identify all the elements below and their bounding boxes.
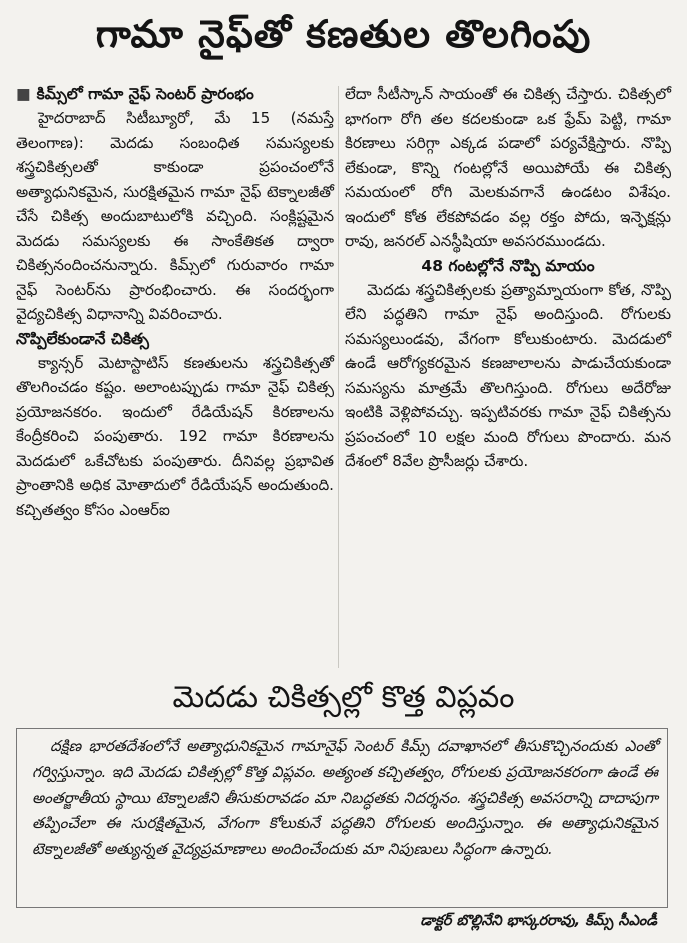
- second-headline: మెదడు చికిత్సల్లో కొత్త విప్లవం: [172, 680, 515, 715]
- quote-text: దక్షిణ భారతదేశంలోనే అత్యాధునికమైన గామానైఫ్ సెంటర్ కిమ్స్ దవాఖానలో తీసుకొచ్చినందుకు ఎంతో గర్విస్తున్నాం. ఇది మెదడు చికిత్సల్లో కొత్త విప్లవం. అత్యంత కచ్చితత్వం, రోగులకు ప్రయోజనకరంగా ఉండే ఈ అంతర్జాతీయ స్థాయి టెక్నాలజీని తీసుకురావడం మా నిబద్ధతకు నిదర్శనం. శస్త్రచికిత్స అవసరాన్ని దాదాపుగా తప్పించేలా ఈ సురక్షితమైన, వేగంగా కోలుకునే పద్ధతిని రోగులకు అందిస్తున్నాం. ఈ అత్యాధునికమైన టెక్నాలజీతో అత్యున్నత వైద్యప్రమాణాలు అందించేందుకు మా నిపుణులు సిద్ధంగా ఉన్నారు.: [32, 737, 658, 859]
- right-column: [345, 82, 671, 474]
- article-headline: గామా నైఫ్‌తో కణతుల తొలగింపు: [95, 12, 592, 56]
- right-subheading: 48 గంటల్లోనే నొప్పి మాయం: [421, 256, 595, 275]
- column-divider: [338, 86, 339, 668]
- right-body-paragraph: మెదడు శస్త్రచికిత్సలకు ప్రత్యామ్నాయంగా కోత, నొప్పి లేని పద్ధతిని గామా నైఫ్ అందిస్తుంది. రోగులకు సమస్యలుండవు, వేగంగా కోలుకుంటారు. మెదడులో ఉండే ఆరోగ్యకరమైన కణజాలాలను పాడుచేయకుండా సమస్యను మాత్రమే తొలగిస్తుంది. రోగులు అదేరోజు ఇంటికి వెళ్లిపోవచ్చు. ఇప్పటివరకు గామా నైఫ్ చికిత్సను ప్రపంచంలో 10 లక్షల మంది రోగులు పొందారు. మన దేశంలో 8వేల ప్రొసీజర్లు చేశారు.: [345, 280, 671, 470]
- right-continuation-paragraph: లేదా సీటీస్కాన్ సాయంతో ఈ చికిత్స చేస్తారు. చికిత్సలో భాగంగా రోగి తల కదలకుండా ఒక ఫ్రేమ్ పెట్టి, గామా కిరణాలు సరిగ్గా ఎక్కడ పడాలో పర్యవేక్షిస్తారు. నొప్పి లేకుండా, కొన్ని గంటల్లోనే అయిపోయే ఈ చికిత్స సమయంలో రోగి మెలకువగానే ఉండటం విశేషం. ఇందులో కోత లేకపోవడం వల్ల రక్తం పోదు, ఇన్ఫెక్షన్లు రావు, జనరల్ ఎనస్థీషియా అవసరముండదు.: [345, 85, 671, 250]
- intro-paragraph: హైదరాబాద్ సిటీబ్యూరో, మే 15 (నమస్తే తెలంగాణ): మెదడు సంబంధిత సమస్యలకు శస్త్రచికిత్సలతో కాకుండా ప్రపంచంలోనే అత్యాధునికమైన, సురక్షితమైన గామా నైఫ్ టెక్నాలజీతో చేసే చికిత్స అందుబాటులోకి వచ్చింది. సంక్లిష్టమైన మెదడు సమస్యలకు ఈ సాంకేతికత ద్వారా చికిత్సనందించనున్నారు. కిమ్స్‌లో గురువారం గామా నైఫ్ సెంటర్‌ను ప్రారంభించారు. ఈ సందర్భంగా వైద్యచికిత్స విధానాన్ని వివరించారు.: [16, 109, 334, 323]
- top-subheading-text: కిమ్స్‌లో గామా నైఫ్ సెంటర్ ప్రారంభం: [36, 85, 254, 103]
- quote-signature: డాక్టర్ బొల్లినేని భాస్కరరావు, కిమ్స్ సీఎండీ: [420, 913, 657, 929]
- bullet-icon: ■: [16, 85, 31, 103]
- left-column: [16, 82, 334, 522]
- left-body-paragraph: క్యాన్సర్ మెటాస్టాటిస్ కణతులను శస్త్రచికిత్సతో తొలగించడం కష్టం. అలాంటప్పుడు గామా నైఫ్ చికిత్స ప్రయోజనకరం. ఇందులో రేడియేషన్ కిరణాలను కేంద్రీకరించి పంపుతారు. 192 గామా కిరణాలను మెదడులో ఒకేచోటకు పంపుతారు. దీనివల్ల ప్రభావిత ప్రాంతానికి అధిక మోతాదులో రేడియేషన్ అందుతుంది. కచ్చితత్వం కోసం ఎంఆర్ఐ: [16, 353, 334, 519]
- top-subheading: [16, 82, 334, 106]
- left-subheading: నొప్పిలేకుండానే చికిత్స: [16, 329, 149, 348]
